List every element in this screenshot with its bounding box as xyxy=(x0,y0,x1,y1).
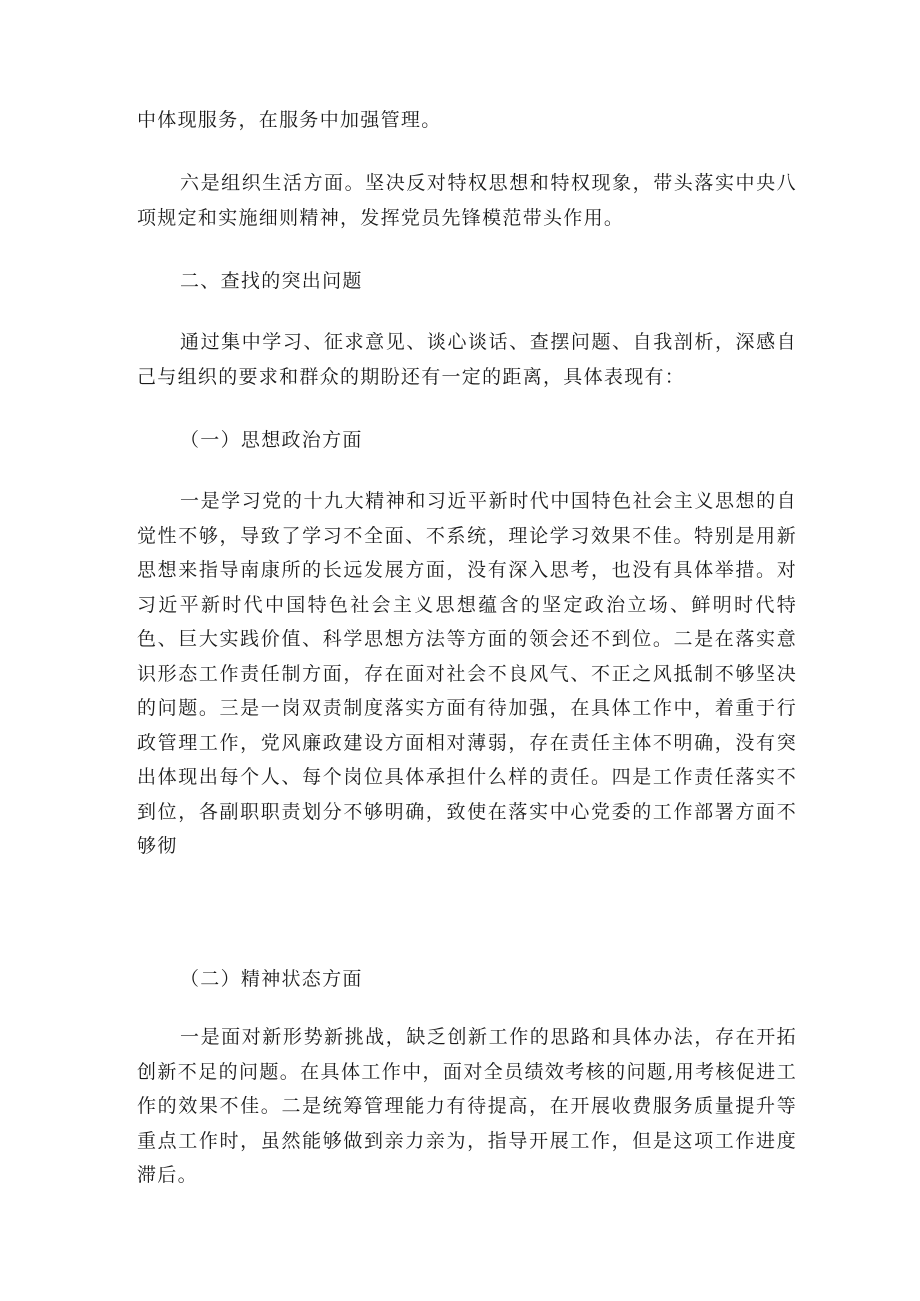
paragraph-organization-life: 六是组织生活方面。坚决反对特权思想和特权现象，带头落实中央八项规定和实施细则精神，发挥党员先锋模范带头作用。 xyxy=(137,172,797,229)
subheading-mental-state: （二）精神状态方面 xyxy=(180,968,363,990)
paragraph-intro-problems: 通过集中学习、征求意见、谈心谈话、查摆问题、自我剖析，深感自己与组织的要求和群众的期盼还有一定的距离，具体表现有： xyxy=(137,331,797,388)
subheading-ideology-politics: （一）思想政治方面 xyxy=(180,429,363,451)
section-heading-problems: 二、查找的突出问题 xyxy=(180,270,363,292)
paragraph-mental-state: 一是面对新形势新挑战，缺乏创新工作的思路和具体办法，存在开拓创新不足的问题。在具体工作中，面对全员绩效考核的问题,用考核促进工作的效果不佳。二是统筹管理能力有待提高，在开展收费服务质量提升等重点工作时，虽然能够做到亲力亲为，指导开展工作，但是这项工作进度滞后。 xyxy=(137,1026,797,1186)
paragraph-ideology-politics: 一是学习党的十九大精神和习近平新时代中国特色社会主义思想的自觉性不够，导致了学习不全面、不系统，理论学习效果不佳。特别是用新思想来指导南康所的长远发展方面，没有深入思考，也没有具体举措。对习近平新时代中国特色社会主义思想蕴含的坚定政治立场、鲜明时代特色、巨大实践价值、科学思想方法等方面的领会还不到位。二是在落实意识形态工作责任制方面，存在面对社会不良风气、不正之风抵制不够坚决的问题。三是一岗双责制度落实方面有待加强，在具体工作中，着重于行政管理工作，党风廉政建设方面相对薄弱，存在责任主体不明确，没有突出体现出每个人、每个岗位具体承担什么样的责任。四是工作责任落实不到位，各副职职责划分不够明确，致使在落实中心党委的工作部署方面不够彻 xyxy=(137,490,797,857)
paragraph-continuation: 中体现服务，在服务中加强管理。 xyxy=(137,109,442,131)
